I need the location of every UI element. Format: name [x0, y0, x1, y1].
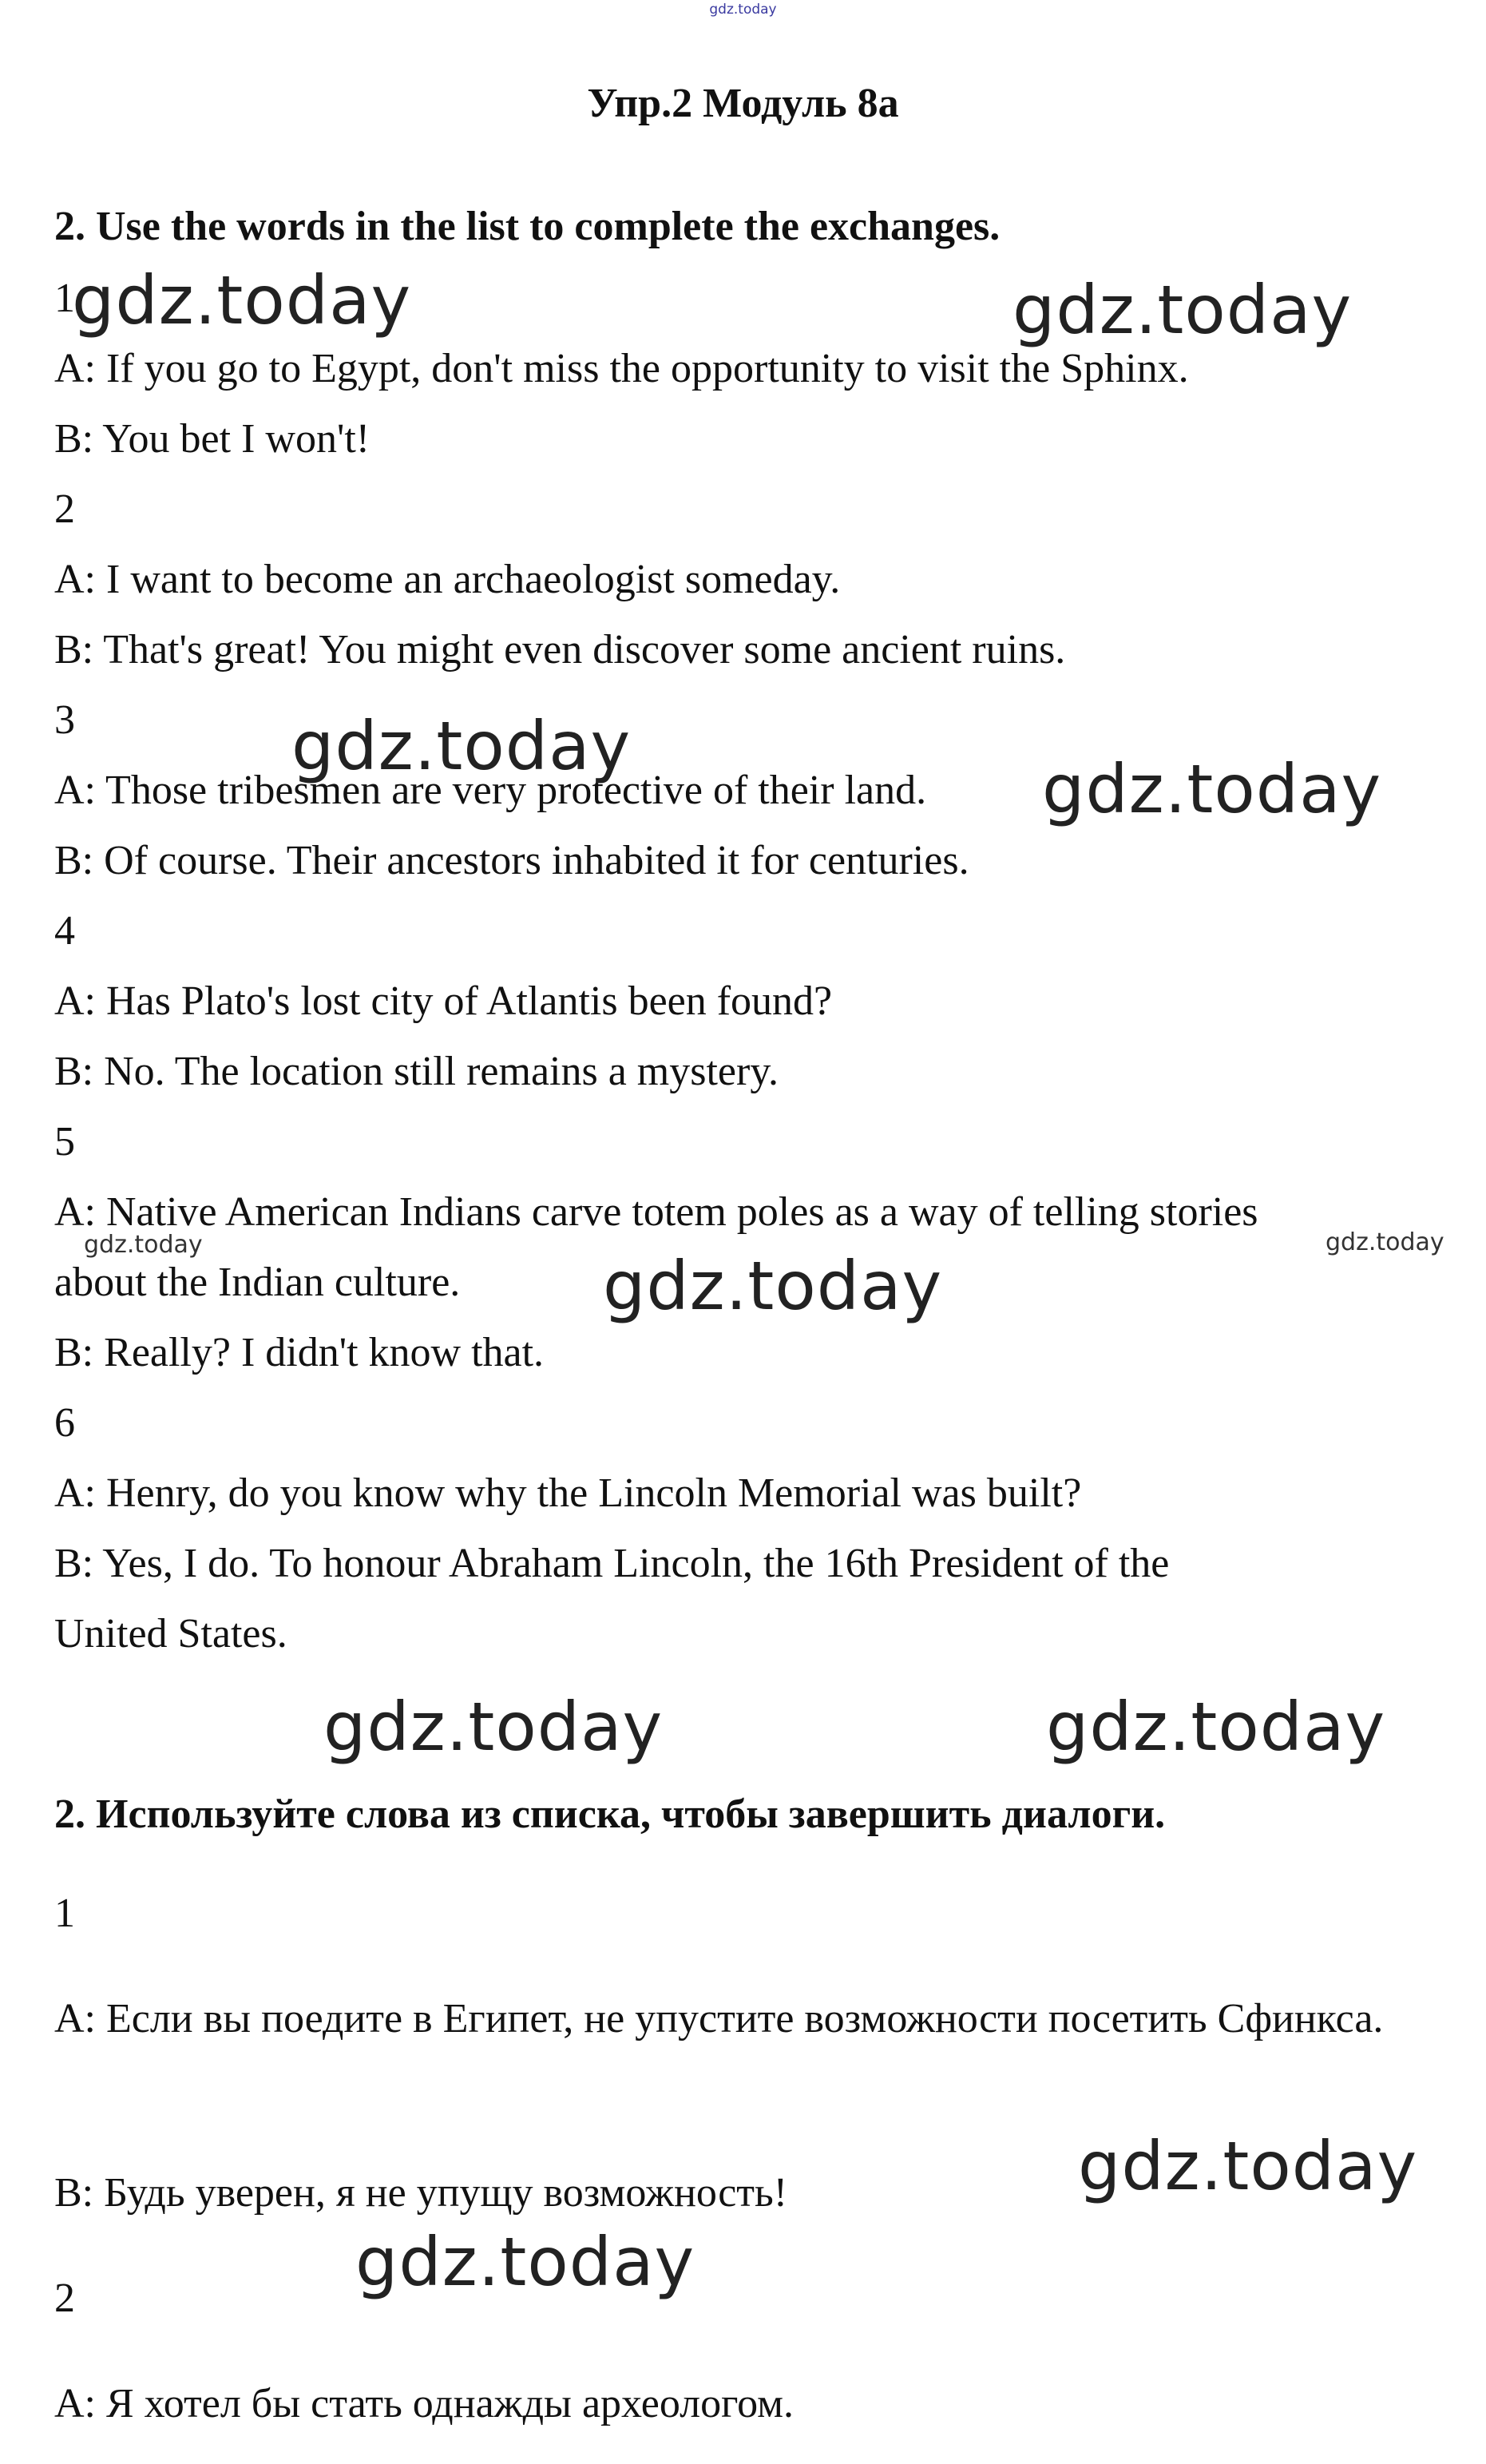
item-number: 1: [54, 1891, 75, 1936]
item-number: 3: [54, 697, 75, 743]
watermark: gdz.today: [72, 261, 412, 339]
dialogue-line-b: B: No. The location still remains a mystery.: [54, 1049, 779, 1094]
watermark: gdz.today: [603, 1247, 943, 1325]
dialogue-line-b-continued: United States.: [54, 1611, 287, 1657]
dialogue-line-a: A: Those tribesmen are very protective of their land.: [54, 768, 927, 813]
item-number: 1: [54, 276, 75, 321]
item-number: 2: [54, 486, 75, 532]
dialogue-line-b: B: Yes, I do. To honour Abraham Lincoln, the 16th President of the: [54, 1541, 1170, 1586]
watermark: gdz.today: [1326, 1228, 1444, 1256]
dialogue-line-a-continued: about the Indian culture.: [54, 1260, 461, 1305]
watermark: gdz.today: [291, 707, 632, 785]
watermark: gdz.today: [1042, 750, 1382, 828]
russian-heading: 2. Используйте слова из списка, чтобы завершить диалоги.: [54, 1791, 1166, 1837]
top-watermark: gdz.today: [709, 2, 777, 18]
dialogue-line-a: А: Я хотел бы стать однажды археологом.: [54, 2381, 795, 2426]
dialogue-line-a: A: Native American Indians carve totem poles as a way of telling stories: [54, 1189, 1258, 1235]
dialogue-line-b: B: Of course. Their ancestors inhabited it for centuries.: [54, 838, 969, 883]
item-number: 4: [54, 908, 75, 954]
dialogue-line-b: B: Really? I didn't know that.: [54, 1330, 545, 1375]
watermark: gdz.today: [1012, 271, 1353, 349]
watermark: gdz.today: [1078, 2127, 1418, 2205]
dialogue-line-b: B: You bet I won't!: [54, 416, 371, 462]
dialogue-line-b: В: Будь уверен, я не упущу возможность!: [54, 2170, 788, 2216]
english-heading: 2. Use the words in the list to complete the exchanges.: [54, 204, 1001, 249]
watermark: gdz.today: [1046, 1688, 1386, 1766]
dialogue-line-a: A: Has Plato's lost city of Atlantis been found?: [54, 978, 833, 1024]
watermark: gdz.today: [84, 1231, 203, 1259]
item-number: 5: [54, 1119, 75, 1165]
item-number: 2: [54, 2276, 75, 2321]
dialogue-line-a: A: I want to become an archaeologist someday.: [54, 557, 841, 602]
watermark: gdz.today: [323, 1688, 664, 1766]
dialogue-line-b: B: That's great! You might even discover some ancient ruins.: [54, 627, 1066, 673]
dialogue-line-a: А: Если вы поедите в Египет, не упустите возможности посетить Сфинкса.: [54, 1996, 1384, 2041]
page-title: Упр.2 Модуль 8а: [587, 81, 899, 126]
dialogue-line-a: A: Henry, do you know why the Lincoln Memorial was built?: [54, 1470, 1082, 1516]
watermark: gdz.today: [355, 2223, 695, 2301]
dialogue-line-a: A: If you go to Egypt, don't miss the opportunity to visit the Sphinx.: [54, 346, 1189, 391]
item-number: 6: [54, 1400, 75, 1446]
